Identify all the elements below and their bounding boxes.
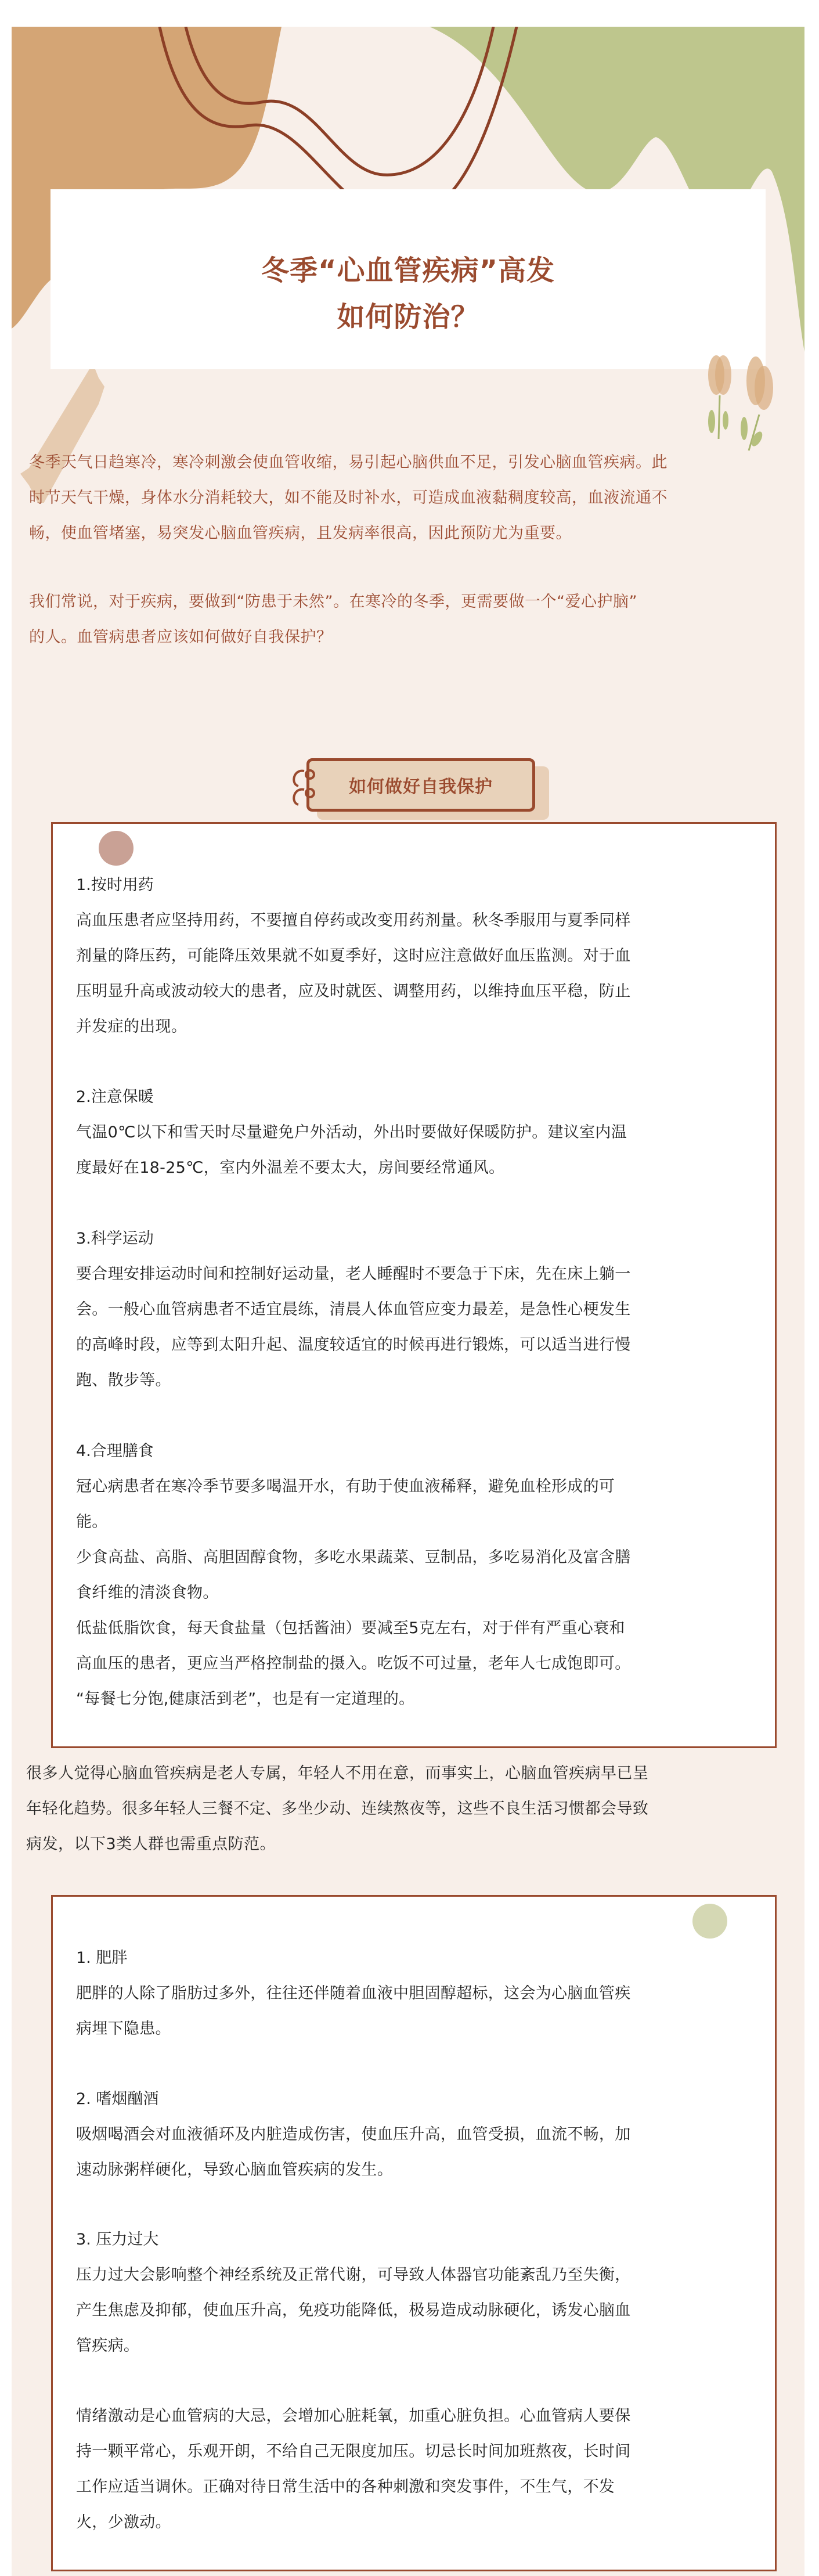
text-line: 速动脉粥样硬化，导致心脑血管疾病的发生。 [76,2161,393,2179]
text-line: 时节天气干燥，身体水分消耗较大，如不能及时补水，可造成血液黏稠度较高，血液流通不 [29,489,668,507]
tag-box [306,758,535,812]
text-line: 少食高盐、高脂、高胆固醇食物，多吃水果蔬菜、豆制品，多吃易消化及富含膳 [76,1548,631,1566]
item-title: 2.注意保暖 [76,1088,154,1106]
binder-rings-icon [288,766,318,808]
text-line: 跑、散步等。 [76,1371,171,1389]
title-line-2: 如何防治？ [337,301,479,333]
text-line: 压力过大会影响整个神经系统及正常代谢，可导致人体器官功能紊乱乃至失衡， [76,2266,631,2284]
text-line: 气温0℃以下和雪天时尽量避免户外活动，外出时要做好保暖防护。建议室内温 [76,1123,627,1141]
text-line: 高血压的患者，更应当严格控制盐的摄入。吃饭不可过量，老年人七成饱即可。 [76,1655,631,1673]
text-line: 剂量的降压药，可能降压效果就不如夏季好，这时应注意做好血压监测。对于血 [76,947,631,965]
text-line: 的高峰时段，应等到太阳升起、温度较适宜的时候再进行锻炼，可以适当进行慢 [76,1336,631,1354]
risk-groups-box [51,1895,777,2571]
item-title: 3.科学运动 [76,1230,154,1248]
item-title: 2. 嗜烟酗酒 [76,2090,159,2108]
item-title: 4.合理膳食 [76,1442,154,1460]
item-body [76,1115,738,1186]
text-line: 压明显升高或波动较大的患者，应及时就医、调整用药，以维持血压平稳，防止 [76,982,631,1000]
text-line: 冠心病患者在寒冷季节要多喝温开水，有助于使血液稀释，避免血栓形成的可 [76,1478,615,1496]
text-line: 低盐低脂饮食，每天食盐量（包括酱油）要减至5克左右，对于伴有严重心衰和 [76,1619,625,1637]
section-heading: 如何做好自我保护 [349,777,493,797]
tulip-decoration-icon [702,352,801,456]
text-line: 管疾病。 [76,2337,140,2355]
text-line: 火，少激动。 [76,2513,171,2531]
text-line: 度最好在18-25℃，室内外温差不要太大，房间要经常通风。 [76,1159,505,1177]
text-line: 吸烟喝酒会对血液循环及内脏造成伤害，使血压升高，血管受损，血流不畅，加 [76,2125,631,2143]
intro-paragraph-1 [29,445,795,551]
item-body [76,2117,738,2188]
text-line: 肥胖的人除了脂肪过多外，往往还伴随着血液中胆固醇超标，这会为心脑血管疾 [76,1984,631,2002]
text-line: 情绪激动是心血管病的大忌，会增加心脏耗氧，加重心脏负担。心血管病人要保 [76,2407,631,2425]
decorative-dot [692,1904,727,1939]
middle-paragraph [26,1756,798,1862]
title-line-1: 冬季“心血管疾病”高发 [261,254,555,287]
decorative-dot [99,831,134,866]
text-line: 食纤维的清淡食物。 [76,1584,219,1602]
item-body [76,1469,738,1717]
intro-paragraph-2 [29,584,795,655]
item-body [76,1976,738,2047]
text-line: 工作应适当调休。正确对待日常生活中的各种刺激和突发事件，不生气，不发 [76,2478,615,2496]
article-page [12,27,804,2576]
item-body [76,2257,738,2364]
text-line: “每餐七分饱,健康活到老”，也是有一定道理的。 [76,1690,415,1708]
text-line: 病埋下隐患。 [76,2020,171,2038]
item-title: 3. 压力过大 [76,2231,159,2249]
text-line: 冬季天气日趋寒冷，寒冷刺激会使血管收缩，易引起心脑供血不足，引发心脑血管疾病。此 [29,453,668,471]
closing-paragraph [76,2398,738,2540]
text-line: 我们常说，对于疾病，要做到“防患于未然”。在寒冷的冬季，更需要做一个“爱心护脑” [29,593,637,611]
text-line: 很多人觉得心脑血管疾病是老人专属，年轻人不用在意，而事实上，心脑血管疾病早已呈 [26,1764,649,1782]
text-line: 高血压患者应坚持用药，不要擅自停药或改变用药剂量。秋冬季服用与夏季同样 [76,911,631,929]
text-line: 要合理安排运动时间和控制好运动量，老人睡醒时不要急于下床，先在床上躺一 [76,1265,631,1283]
section-heading-tag [306,758,550,810]
text-line: 持一颗平常心，乐观开朗，不给自己无限度加压。切忌长时间加班熬夜，长时间 [76,2442,631,2460]
page-title [50,247,766,340]
title-card [50,189,766,369]
text-line: 的人。血管病患者应该如何做好自我保护？ [29,628,333,646]
text-line: 并发症的出现。 [76,1018,187,1036]
text-line: 能。 [76,1513,108,1531]
text-line: 产生焦虑及抑郁，使血压升高，免疫功能降低，极易造成动脉硬化，诱发心脑血 [76,2301,631,2319]
text-line: 年轻化趋势。很多年轻人三餐不定、多坐少动、连续熬夜等，这些不良生活习惯都会导致 [26,1800,649,1818]
item-body [76,1256,738,1398]
text-line: 会。一般心血管病患者不适宜晨练，清晨人体血管应变力最差，是急性心梗发生 [76,1300,631,1318]
self-protection-box [51,822,777,1748]
item-title: 1. 肥胖 [76,1949,128,1967]
text-line: 畅，使血管堵塞，易突发心脑血管疾病，且发病率很高，因此预防尤为重要。 [29,524,572,542]
item-body [76,903,738,1044]
text-line: 病发，以下3类人群也需重点防范。 [26,1835,276,1853]
item-title: 1.按时用药 [76,876,154,894]
